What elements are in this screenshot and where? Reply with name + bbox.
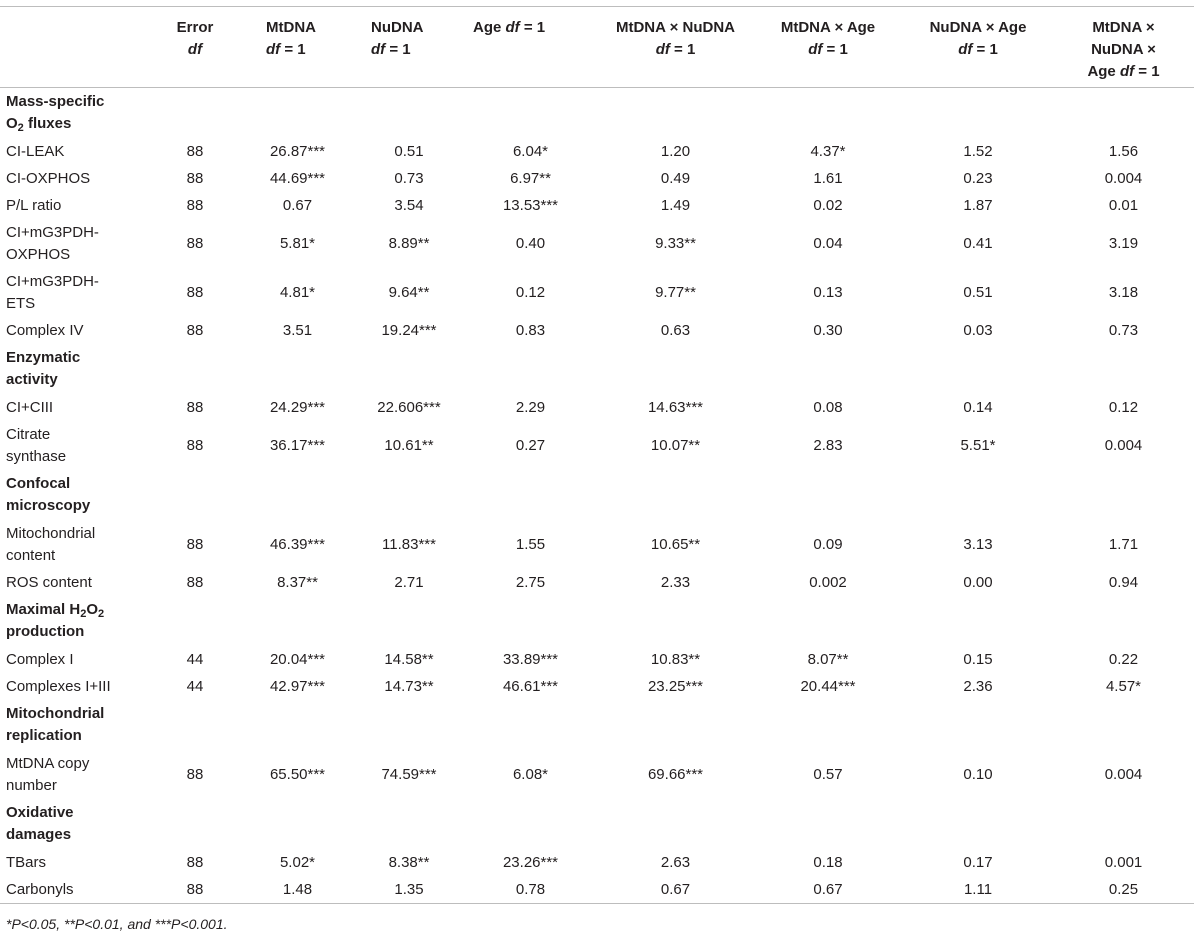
row-label: Citrate synthase bbox=[6, 425, 67, 465]
header-three-way-line2: NuDNA × bbox=[1091, 41, 1156, 58]
table-row bbox=[0, 750, 1194, 799]
table-cell: 88 bbox=[186, 283, 204, 301]
table-cell: 3.19 bbox=[1108, 234, 1139, 252]
header-error bbox=[150, 7, 240, 88]
table-cell: 14.63*** bbox=[647, 398, 704, 416]
table-cell: 1.49 bbox=[660, 196, 691, 214]
table-cell: 0.004 bbox=[1104, 765, 1143, 783]
table-cell: 19.24*** bbox=[381, 321, 437, 339]
row-label: Mitochondrial content bbox=[6, 524, 96, 564]
section-title: Mitochondrial replication bbox=[6, 705, 105, 744]
table-cell: 10.07** bbox=[650, 436, 701, 454]
table-row bbox=[0, 646, 1194, 673]
section-header-row bbox=[0, 88, 1194, 139]
table-cell: 88 bbox=[150, 876, 240, 904]
row-label: CI-LEAK bbox=[6, 142, 65, 160]
table-cell: 4.81* bbox=[279, 283, 316, 301]
table-row bbox=[0, 876, 1194, 904]
table-cell: 0.18 bbox=[813, 853, 843, 871]
table-cell: 22.606*** bbox=[377, 398, 441, 416]
row-label: Carbonyls bbox=[0, 876, 150, 904]
table-row bbox=[0, 673, 1194, 700]
table-cell: 0.67 bbox=[282, 196, 313, 214]
table-cell: 2.36 bbox=[963, 677, 993, 695]
table-cell: 0.01 bbox=[1108, 196, 1139, 214]
table-cell: 0.67 bbox=[753, 876, 903, 904]
table-cell: 0.002 bbox=[809, 573, 847, 591]
header-mtdna-line1: MtDNA bbox=[266, 19, 316, 36]
table-cell: 1.20 bbox=[660, 142, 691, 160]
table-row bbox=[0, 317, 1194, 344]
table-cell: 0.12 bbox=[1108, 398, 1139, 416]
table-cell: 2.71 bbox=[394, 573, 424, 591]
header-row bbox=[0, 7, 1194, 88]
table-cell: 88 bbox=[186, 169, 204, 187]
table-cell: 88 bbox=[186, 573, 204, 591]
table-cell: 0.73 bbox=[1108, 321, 1139, 339]
table-cell: 0.27 bbox=[515, 436, 546, 454]
table-cell: 0.12 bbox=[515, 283, 546, 301]
row-label: CI+CIII bbox=[6, 398, 54, 416]
header-nudna bbox=[355, 7, 463, 88]
table-row bbox=[0, 520, 1194, 569]
table-cell: 9.77** bbox=[655, 283, 696, 301]
table-cell: 0.63 bbox=[660, 321, 691, 339]
table-body bbox=[0, 88, 1194, 904]
header-mtdna bbox=[240, 7, 355, 88]
row-label: Complex IV bbox=[6, 321, 84, 339]
table-cell: 23.25*** bbox=[647, 677, 704, 695]
header-nudna-age bbox=[903, 7, 1053, 88]
table-cell: 0.30 bbox=[813, 321, 843, 339]
table-cell: 0.004 bbox=[1104, 436, 1143, 454]
table-cell: 1.11 bbox=[903, 876, 1053, 904]
section-header-row bbox=[0, 799, 1194, 849]
table-cell: 88 bbox=[186, 142, 204, 160]
table-cell: 2.33 bbox=[660, 573, 691, 591]
table-cell: 2.75 bbox=[515, 573, 546, 591]
table-cell: 5.51* bbox=[960, 436, 996, 454]
table-cell: 0.41 bbox=[963, 234, 993, 252]
footnote: *P<0.05, **P<0.01, and ***P<0.001. bbox=[6, 916, 228, 932]
section-title: Maximal $H_2O_2$ production bbox=[6, 601, 105, 640]
header-mtdna-age bbox=[753, 7, 903, 88]
table-cell: 23.26*** bbox=[502, 853, 559, 871]
table-cell: 2.63 bbox=[660, 853, 691, 871]
header-mtdna-line2: df = 1 bbox=[266, 41, 306, 58]
table-cell: 1.87 bbox=[963, 196, 993, 214]
table-cell: 14.73** bbox=[384, 677, 434, 695]
table-cell: 88 bbox=[186, 196, 204, 214]
header-nudna-age-line2: df = 1 bbox=[958, 41, 998, 58]
table-cell: 11.83*** bbox=[382, 535, 436, 553]
table-cell: 8.07** bbox=[807, 650, 849, 668]
table-cell: 1.48 bbox=[240, 876, 355, 904]
table-cell: 0.73 bbox=[394, 169, 424, 187]
row-label: CI-OXPHOS bbox=[6, 169, 91, 187]
table-cell: 0.17 bbox=[963, 853, 993, 871]
table-cell: 0.14 bbox=[963, 398, 993, 416]
table-row bbox=[0, 421, 1194, 470]
row-label: Complexes I+III bbox=[6, 677, 111, 695]
table-cell: 65.50*** bbox=[269, 765, 326, 783]
section-header-row bbox=[0, 596, 1194, 646]
table-cell: 46.39*** bbox=[269, 535, 326, 553]
table-row bbox=[0, 192, 1194, 219]
header-mtdna-nudna-line1: MtDNA × NuDNA bbox=[615, 19, 736, 36]
table-cell: 42.97*** bbox=[269, 677, 326, 695]
header-mtdna-nudna-line2: df = 1 bbox=[655, 41, 696, 58]
table-cell: 10.83** bbox=[650, 650, 701, 668]
section-header-row bbox=[0, 470, 1194, 520]
table-row bbox=[0, 138, 1194, 165]
table-cell: 0.08 bbox=[813, 398, 843, 416]
row-label: ROS content bbox=[6, 573, 92, 591]
header-mtdna-age-line1: MtDNA × Age bbox=[780, 19, 876, 36]
table-cell: 10.65** bbox=[650, 535, 701, 553]
table-cell: 88 bbox=[186, 535, 204, 553]
header-age bbox=[463, 7, 598, 88]
table-cell: 0.04 bbox=[813, 234, 843, 252]
table-cell: 1.56 bbox=[1108, 142, 1139, 160]
table-cell: 1.52 bbox=[963, 142, 993, 160]
table-cell: 1.35 bbox=[355, 876, 463, 904]
table-cell: 14.58** bbox=[384, 650, 434, 668]
table-cell: 3.13 bbox=[963, 535, 993, 553]
table-cell: 0.40 bbox=[515, 234, 546, 252]
table-cell: 6.97** bbox=[510, 169, 551, 187]
table-cell: 24.29*** bbox=[269, 398, 326, 416]
table-cell: 8.37** bbox=[277, 573, 318, 591]
table-cell: 0.78 bbox=[463, 876, 598, 904]
table-cell: 3.18 bbox=[1108, 283, 1139, 301]
header-error-line1: Error bbox=[176, 19, 214, 36]
header-nudna-age-line1: NuDNA × Age bbox=[929, 19, 1027, 36]
row-label: MtDNA copy number bbox=[6, 754, 90, 794]
table-cell: 46.61*** bbox=[502, 677, 559, 695]
table-cell: 0.83 bbox=[515, 321, 546, 339]
table-cell: 0.51 bbox=[963, 283, 993, 301]
table-row bbox=[0, 268, 1194, 317]
table-cell: 3.54 bbox=[394, 196, 424, 214]
table-cell: 2.29 bbox=[515, 398, 546, 416]
header-three-way bbox=[1053, 7, 1194, 88]
row-label: Complex I bbox=[6, 650, 74, 668]
table-cell: 3.51 bbox=[282, 321, 313, 339]
table-cell: 0.15 bbox=[963, 650, 993, 668]
table-cell: 0.13 bbox=[813, 283, 843, 301]
table-cell: 0.57 bbox=[813, 765, 843, 783]
table-cell: 44.69*** bbox=[269, 169, 326, 187]
header-mtdna-nudna bbox=[598, 7, 753, 88]
table-cell: 13.53*** bbox=[502, 196, 559, 214]
table-cell: 74.59*** bbox=[381, 765, 437, 783]
header-error-line2: df bbox=[187, 41, 203, 58]
table-cell: 33.89*** bbox=[502, 650, 559, 668]
table-cell: 0.94 bbox=[1108, 573, 1139, 591]
header-nudna-line2: df = 1 bbox=[371, 41, 411, 58]
table-cell: 0.22 bbox=[1108, 650, 1139, 668]
table-cell: 0.02 bbox=[813, 196, 843, 214]
table-cell: 44 bbox=[186, 650, 204, 668]
section-title: Mass-specific $O_2$ fluxes bbox=[6, 93, 105, 134]
table-cell: 0.49 bbox=[660, 169, 691, 187]
row-label: P/L ratio bbox=[6, 196, 62, 214]
table-row bbox=[0, 219, 1194, 268]
section-title: Confocal microscopy bbox=[6, 475, 91, 514]
table-cell: 0.23 bbox=[963, 169, 993, 187]
row-label: TBars bbox=[6, 853, 47, 871]
table-cell: 88 bbox=[186, 853, 204, 871]
table-cell: 88 bbox=[186, 765, 204, 783]
table-cell: 9.33** bbox=[655, 234, 696, 252]
table-cell: 0.25 bbox=[1053, 876, 1194, 904]
table-cell: 9.64** bbox=[388, 283, 430, 301]
table-cell: 20.44*** bbox=[800, 677, 856, 695]
table-cell: 4.37* bbox=[810, 142, 846, 160]
header-age-line1: Age df = 1 bbox=[473, 19, 546, 36]
table-cell: 6.08* bbox=[512, 765, 549, 783]
table-row bbox=[0, 849, 1194, 876]
table-cell: 0.03 bbox=[963, 321, 993, 339]
table-cell: 1.55 bbox=[515, 535, 546, 553]
section-title: Oxidative damages bbox=[6, 804, 74, 843]
table-cell: 0.001 bbox=[1104, 853, 1143, 871]
header-nudna-line1: NuDNA bbox=[371, 19, 424, 36]
table-cell: 20.04*** bbox=[269, 650, 326, 668]
table-cell: 0.51 bbox=[394, 142, 424, 160]
header-three-way-line1: MtDNA × bbox=[1092, 19, 1155, 36]
header-mtdna-age-line2: df = 1 bbox=[808, 41, 848, 58]
table-cell: 2.83 bbox=[813, 436, 843, 454]
section-header-row bbox=[0, 700, 1194, 750]
row-label: CI+mG3PDH- ETS bbox=[6, 272, 99, 312]
table-row bbox=[0, 569, 1194, 596]
anova-table bbox=[0, 6, 1194, 904]
table-cell: 0.00 bbox=[963, 573, 993, 591]
row-label: CI+mG3PDH- OXPHOS bbox=[6, 223, 99, 263]
table-cell: 4.57* bbox=[1105, 677, 1142, 695]
table-cell: 36.17*** bbox=[269, 436, 326, 454]
section-title: Enzymatic activity bbox=[6, 349, 81, 388]
table-cell: 88 bbox=[186, 436, 204, 454]
table-cell: 88 bbox=[186, 321, 204, 339]
table-cell: 5.81* bbox=[279, 234, 316, 252]
table-cell: 0.10 bbox=[963, 765, 993, 783]
table-cell: 10.61** bbox=[384, 436, 434, 454]
section-header-row bbox=[0, 344, 1194, 394]
table-row bbox=[0, 165, 1194, 192]
table-cell: 69.66*** bbox=[647, 765, 704, 783]
table-cell: 0.09 bbox=[813, 535, 843, 553]
table-row bbox=[0, 394, 1194, 421]
header-three-way-line3: Age df = 1 bbox=[1087, 63, 1160, 80]
table-cell: 0.004 bbox=[1104, 169, 1143, 187]
table-cell: 5.02* bbox=[279, 853, 316, 871]
table-cell: 8.38** bbox=[388, 853, 430, 871]
table-cell: 26.87*** bbox=[269, 142, 326, 160]
header-empty bbox=[0, 7, 150, 88]
table-cell: 1.71 bbox=[1108, 535, 1139, 553]
table-cell: 88 bbox=[186, 234, 204, 252]
table-cell: 88 bbox=[186, 398, 204, 416]
table-cell: 0.67 bbox=[598, 876, 753, 904]
table-cell: 44 bbox=[186, 677, 204, 695]
table-cell: 6.04* bbox=[512, 142, 549, 160]
table-cell: 8.89** bbox=[388, 234, 430, 252]
table-cell: 1.61 bbox=[813, 169, 843, 187]
